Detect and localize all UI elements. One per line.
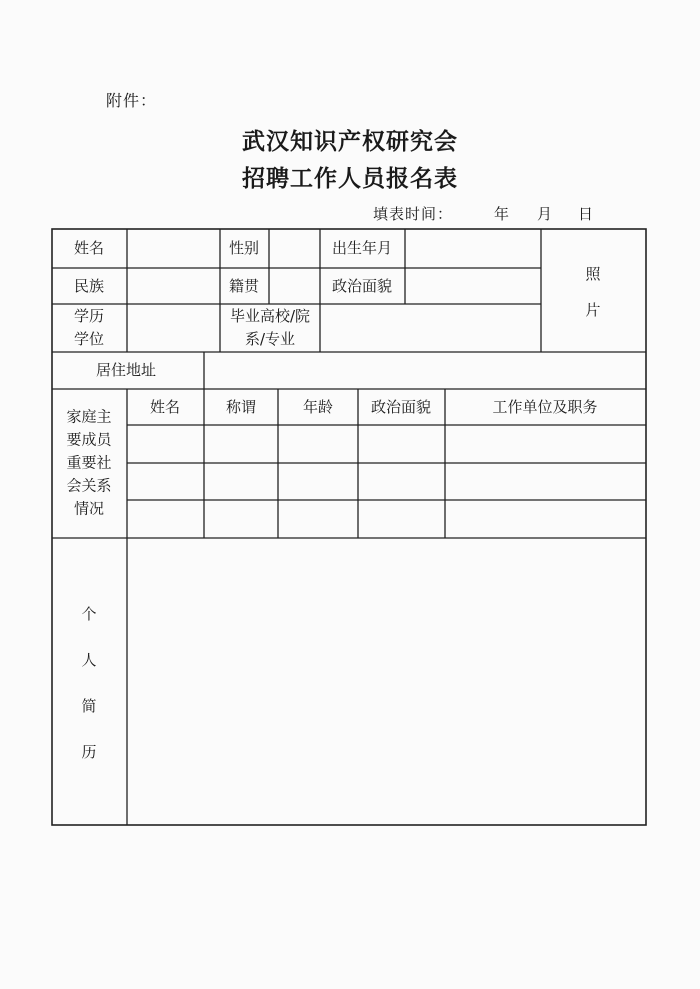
- family-label: 家庭主 要成员 重要社 会关系 情况: [66, 407, 112, 518]
- school-label: 毕业高校/院 系/专业: [229, 307, 311, 348]
- fill-time-label: 填表时间：: [373, 205, 454, 223]
- family-row-3-age[interactable]: [279, 501, 357, 537]
- native-place-field[interactable]: [270, 269, 319, 303]
- school-field[interactable]: [321, 305, 540, 351]
- family-row-1-political-status[interactable]: [359, 426, 444, 462]
- resume-field[interactable]: [128, 539, 645, 824]
- political-status-label: 政治面貌: [331, 277, 393, 295]
- family-col-employer-position: 工作单位及职务: [492, 398, 598, 416]
- fill-time-year: 年: [494, 205, 510, 223]
- fill-time-month: 月: [537, 205, 553, 223]
- family-col-relation: 称谓: [225, 398, 257, 416]
- address-label: 居住地址: [95, 361, 157, 379]
- family-row-3-political-status[interactable]: [359, 501, 444, 537]
- family-row-1-age[interactable]: [279, 426, 357, 462]
- address-field[interactable]: [205, 353, 645, 388]
- education-label: 学历 学位: [73, 307, 105, 348]
- family-row-3-employer[interactable]: [446, 501, 645, 537]
- political-status-field[interactable]: [406, 269, 540, 303]
- family-col-age: 年龄: [302, 398, 334, 416]
- family-row-2-age[interactable]: [279, 464, 357, 499]
- photo-box[interactable]: [542, 230, 645, 351]
- native-place-label: 籍贯: [228, 277, 260, 295]
- name-label: 姓名: [73, 239, 105, 257]
- ethnicity-field[interactable]: [128, 269, 219, 303]
- birth-label: 出生年月: [331, 239, 393, 257]
- resume-label: 个 人 简 历: [81, 605, 97, 761]
- birth-field[interactable]: [406, 230, 540, 267]
- family-row-1-relation[interactable]: [205, 426, 277, 462]
- name-field[interactable]: [128, 230, 219, 267]
- family-row-2-employer[interactable]: [446, 464, 645, 499]
- family-row-2-relation[interactable]: [205, 464, 277, 499]
- attachment-label: 附件：: [106, 91, 158, 110]
- family-col-name: 姓名: [149, 398, 181, 416]
- ethnicity-label: 民族: [73, 277, 105, 295]
- family-row-1-name[interactable]: [128, 426, 203, 462]
- photo-box-label: 照 片: [585, 265, 601, 319]
- family-row-3-relation[interactable]: [205, 501, 277, 537]
- family-row-1-employer[interactable]: [446, 426, 645, 462]
- family-row-2-name[interactable]: [128, 464, 203, 499]
- family-col-political-status: 政治面貌: [370, 398, 432, 416]
- education-field[interactable]: [128, 305, 219, 351]
- gender-field[interactable]: [270, 230, 319, 267]
- gender-label: 性别: [228, 239, 260, 257]
- family-row-3-name[interactable]: [128, 501, 203, 537]
- title-line-1: 武汉知识产权研究会: [242, 128, 458, 155]
- family-row-2-political-status[interactable]: [359, 464, 444, 499]
- fill-time-day: 日: [578, 205, 594, 223]
- title-line-2: 招聘工作人员报名表: [242, 165, 458, 192]
